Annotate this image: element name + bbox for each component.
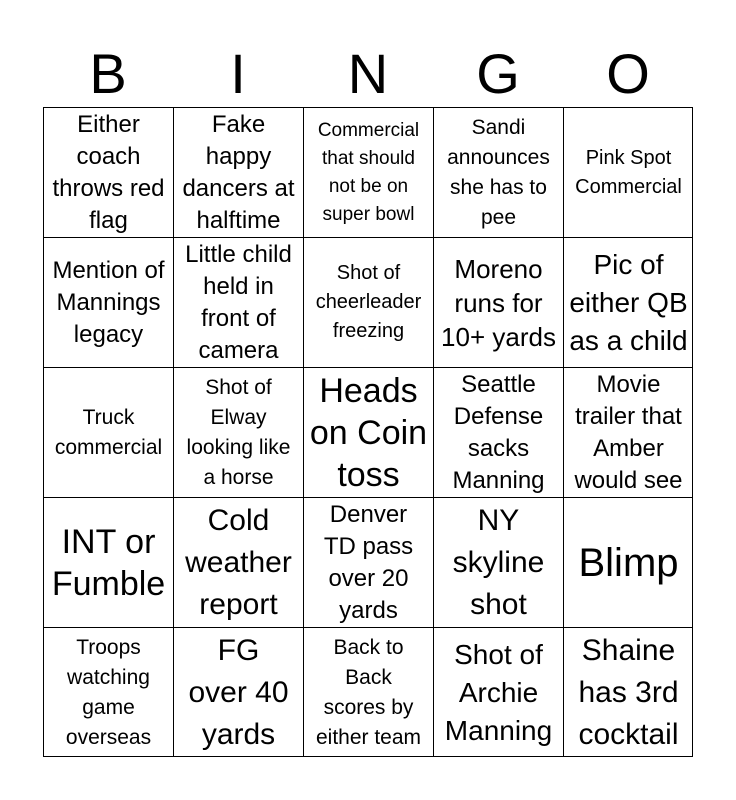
cell-text: FG over 40 yards bbox=[188, 633, 289, 751]
cell-text: Shot of cheerleader freezing bbox=[315, 262, 422, 342]
cell-text: Pink Spot Commercial bbox=[575, 146, 682, 198]
bingo-cell-r5c1[interactable] bbox=[43, 627, 173, 757]
header-letter-o: O bbox=[606, 42, 650, 105]
cell-text: Back to Back scores by either team bbox=[315, 635, 422, 749]
cell-text: Seattle Defense sacks Manning bbox=[452, 370, 545, 494]
bingo-cell-r4c5[interactable] bbox=[563, 497, 693, 627]
bingo-cell-r4c1[interactable] bbox=[43, 497, 173, 627]
bingo-cell-r3c1[interactable] bbox=[43, 367, 173, 497]
bingo-cell-r5c4[interactable] bbox=[433, 627, 563, 757]
bingo-cell-r1c4[interactable] bbox=[433, 107, 563, 237]
bingo-cell-r2c5[interactable] bbox=[563, 237, 693, 367]
bingo-cell-r2c4[interactable] bbox=[433, 237, 563, 367]
cell-text: Movie trailer that Amber would see bbox=[574, 370, 683, 494]
bingo-cell-r4c4[interactable] bbox=[433, 497, 563, 627]
cell-text: Commercial that should not be on super bowl bbox=[317, 119, 420, 225]
bingo-cell-r4c2[interactable] bbox=[173, 497, 303, 627]
bingo-cell-r3c4[interactable] bbox=[433, 367, 563, 497]
cell-text: Either coach throws red flag bbox=[52, 110, 165, 234]
header-letter-i: I bbox=[230, 42, 246, 105]
cell-text: Moreno runs for 10+ yards bbox=[441, 253, 556, 352]
header-letter-n: N bbox=[347, 42, 389, 105]
bingo-cell-r1c1[interactable] bbox=[43, 107, 173, 237]
cell-text: INT or Fumble bbox=[51, 522, 166, 603]
header-letter-g: G bbox=[476, 42, 520, 105]
cell-text: Little child held in front of camera bbox=[185, 240, 292, 364]
bingo-cell-r3c5[interactable] bbox=[563, 367, 693, 497]
bingo-cell-r3c2[interactable] bbox=[173, 367, 303, 497]
cell-text: Cold weather report bbox=[185, 503, 292, 621]
bingo-cell-r5c2[interactable] bbox=[173, 627, 303, 757]
bingo-cell-r5c3[interactable] bbox=[303, 627, 433, 757]
bingo-cell-r2c1[interactable] bbox=[43, 237, 173, 367]
bingo-cell-r1c3[interactable] bbox=[303, 107, 433, 237]
cell-text: NY skyline shot bbox=[452, 503, 545, 621]
cell-text: Pic of either QB as a child bbox=[569, 248, 688, 356]
bingo-cell-r2c2[interactable] bbox=[173, 237, 303, 367]
cell-text: Shaine has 3rd cocktail bbox=[578, 633, 679, 751]
cell-text: Denver TD pass over 20 yards bbox=[323, 500, 414, 624]
bingo-cell-r1c5[interactable] bbox=[563, 107, 693, 237]
bingo-cell-r4c3[interactable] bbox=[303, 497, 433, 627]
cell-text: Heads on Coin toss bbox=[309, 371, 428, 494]
cell-text: Sandi announces she has to pee bbox=[447, 115, 550, 229]
bingo-cell-r3c3[interactable] bbox=[303, 367, 433, 497]
cell-text: Truck commercial bbox=[54, 405, 163, 459]
cell-text: Blimp bbox=[578, 540, 679, 585]
bingo-header bbox=[43, 40, 693, 108]
header-letter-b: B bbox=[89, 42, 127, 105]
cell-text: Troops watching game overseas bbox=[65, 635, 152, 749]
cell-text: Mention of Mannings legacy bbox=[52, 256, 165, 348]
bingo-card bbox=[43, 107, 693, 757]
cell-text: Shot of Archie Manning bbox=[444, 638, 553, 746]
cell-text: Fake happy dancers at halftime bbox=[182, 110, 295, 234]
bingo-cell-r2c3[interactable] bbox=[303, 237, 433, 367]
bingo-cell-r1c2[interactable] bbox=[173, 107, 303, 237]
cell-text: Shot of Elway looking like a horse bbox=[186, 375, 291, 489]
bingo-cell-r5c5[interactable] bbox=[563, 627, 693, 757]
